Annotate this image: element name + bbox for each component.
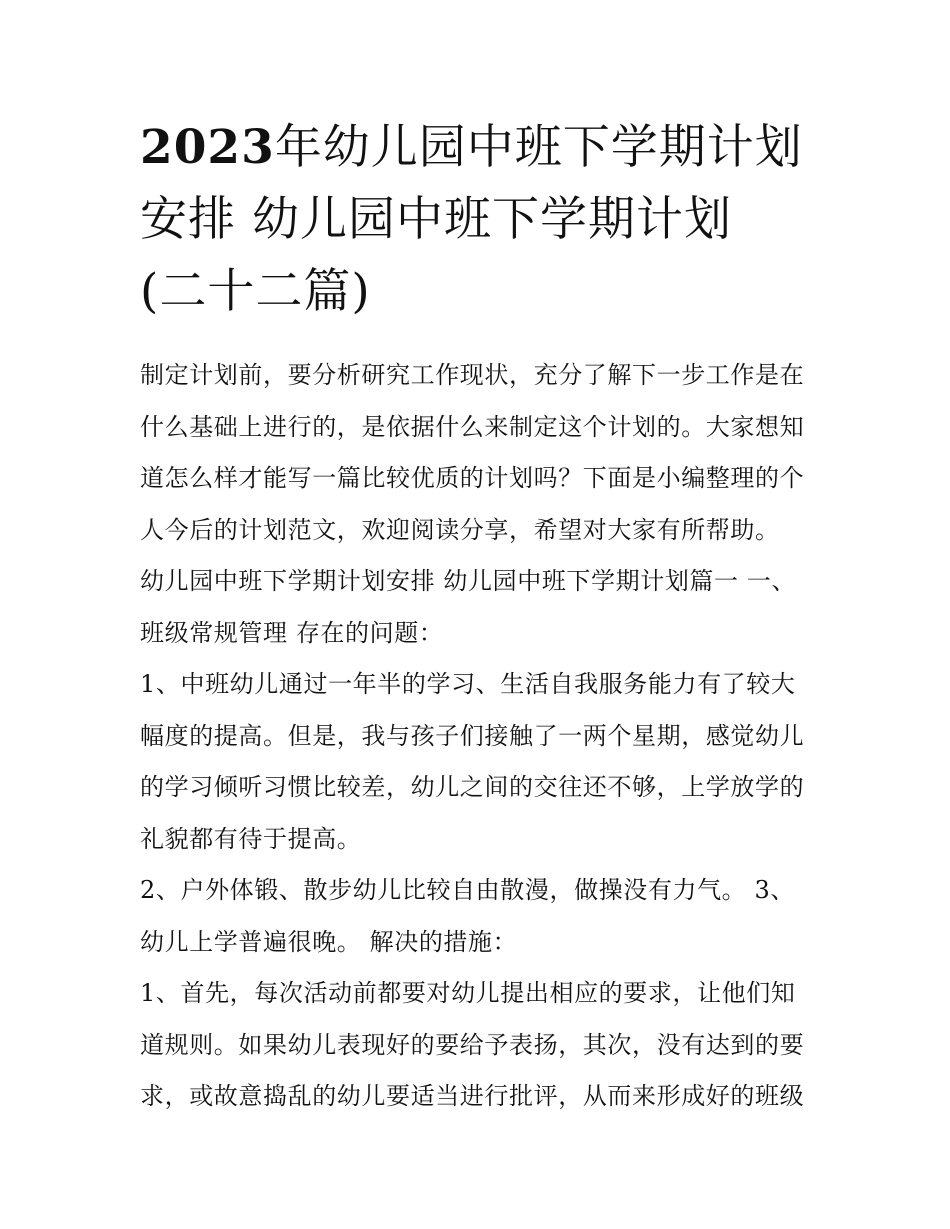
paragraph-line: 2、户外体锻、散步幼儿比较自由散漫，做操没有力气。 3、 [140,876,795,904]
paragraph-line: 礼貌都有待于提高。 [140,824,362,853]
paragraph-measure-1 [140,968,815,1123]
paragraph-line: 幼儿上学普遍很晚。 解决的措施： [140,927,518,956]
paragraph-line: 幼儿园中班下学期计划安排 幼儿园中班下学期计划篇一 一、 [140,567,797,595]
title-line-1 [140,112,815,184]
paragraph-line: 道怎么样才能写一篇比较优质的计划吗？下面是小编整理的个 [140,464,805,492]
title-year: 2023 [140,120,275,175]
paragraph-problem-2 [140,865,815,968]
paragraph-intro [140,350,815,556]
paragraph-line: 幅度的提高。但是，我与孩子们接触了一两个星期，感觉幼儿 [140,721,805,750]
paragraph-line: 的学习倾听习惯比较差，幼儿之间的交往还不够，上学放学的 [140,773,805,801]
paragraph-line: 班级常规管理 存在的问题： [140,618,444,647]
paragraph-line: 什么基础上进行的，是依据什么来制定这个计划的。大家想知 [140,412,805,441]
paragraph-section-heading [140,556,815,659]
paragraph-line: 人今后的计划范文，欢迎阅读分享，希望对大家有所帮助。 [140,515,780,544]
paragraph-line: 制定计划前，要分析研究工作现状，充分了解下一步工作是在 [140,361,805,389]
title-line-1-text: 年幼儿园中班下学期计划 [274,120,803,175]
title-line-2: 安排 幼儿园中班下学期计划 [140,192,732,247]
title-line-3: (二十二篇) [140,264,371,319]
paragraph-problem-1 [140,659,815,865]
paragraph-line: 1、首先，每次活动前都要对幼儿提出相应的要求，让他们知 [140,979,796,1007]
paragraph-line: 道规则。如果幼儿表现好的要给予表扬，其次，没有达到的要 [140,1030,805,1059]
document-page [140,112,815,1123]
paragraph-line: 求，或故意捣乱的幼儿要适当进行批评，从而来形成好的班级 [140,1082,805,1110]
document-title [140,112,815,328]
paragraph-line: 1、中班幼儿通过一年半的学习、生活自我服务能力有了较大 [140,670,796,698]
document-body [140,350,815,1123]
